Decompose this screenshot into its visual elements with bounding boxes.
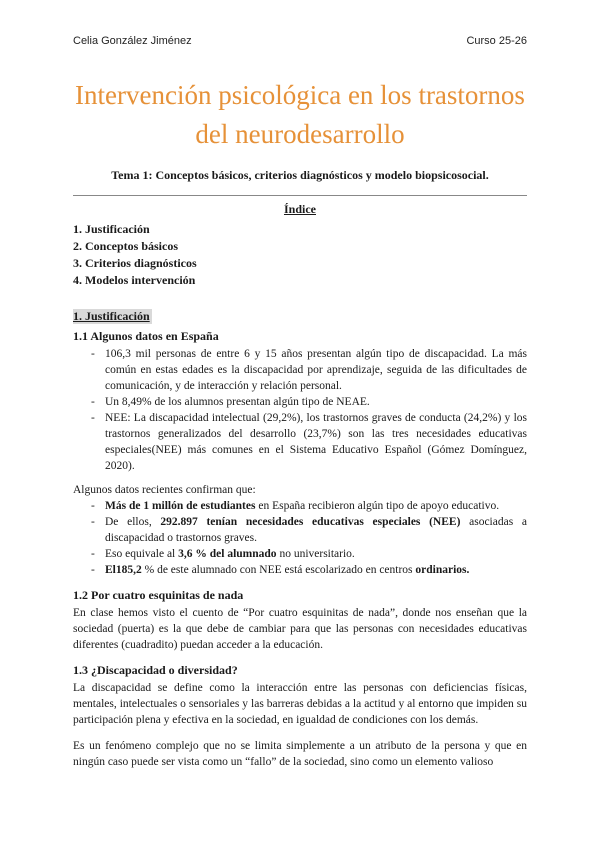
index-title: Índice (283, 202, 316, 216)
bold-text: 292.897 tenían necesidades educativas especiales (NEE) (160, 516, 461, 528)
list-item: - Un 8,49% de los alumnos presentan algún tipo de NEAE. (91, 394, 527, 410)
subsection-heading: 1.3 ¿Discapacidad o diversidad? (73, 663, 238, 677)
document-subtitle: Tema 1: Conceptos básicos, criterios diagnósticos y modelo biopsicosocial. (111, 168, 489, 182)
bold-text: Más de 1 millón de estudiantes (105, 500, 256, 512)
paragraph: Es un fenómeno complejo que no se limita simplemente a un atributo de la persona y que en ningún caso puede ser vista como un “fallo” de la sociedad, sino como un elemento valioso (73, 740, 527, 768)
subsection-heading: 1.2 Por cuatro esquinitas de nada (73, 588, 244, 602)
bold-text: ordinarios. (415, 564, 470, 576)
subsection-heading: 1.1 Algunos datos en España (73, 329, 219, 343)
document-title: Intervención psicológica en los trastornos del neurodesarrollo (75, 80, 525, 149)
paragraph: La discapacidad se define como la interacción entre las personas con deficiencias físicas, mentales, intelectuales o sensoriales y las barreras debidas a la actitud y al entorno que impiden su participación plena y efectiva en la sociedad, en igualdad de condiciones con los demás. (73, 682, 527, 726)
text: asociadas a discapacidad o trastornos graves. (105, 516, 527, 544)
index-list (73, 221, 527, 289)
list-item (91, 514, 527, 546)
text: De ellos, (105, 516, 161, 528)
document-body (73, 76, 527, 770)
bullet-list (73, 346, 527, 474)
list-item: - 106,3 mil personas de entre 6 y 15 años presentan algún tipo de discapacidad. La más común en estas edades es la discapacidad por aprendizaje, seguida de las dificultades de comunicación, y de interacción y relación personal. (91, 346, 527, 394)
bullet-list (73, 498, 527, 578)
course-label: Curso 25-26 (466, 35, 527, 47)
index-item: 1. Justificación (73, 222, 150, 236)
divider (73, 195, 527, 196)
author-name: Celia González Jiménez (73, 35, 192, 47)
page-header (73, 35, 527, 47)
paragraph: Algunos datos recientes confirman que: (73, 484, 256, 496)
text: % de este alumnado con NEE está escolarizado en centros (141, 564, 416, 576)
list-item (91, 562, 527, 578)
bold-text: 3,6 % del alumnado (178, 548, 277, 560)
index-item: 3. Criterios diagnósticos (73, 256, 197, 270)
list-item (91, 498, 527, 514)
paragraph: En clase hemos visto el cuento de “Por cuatro esquinitas de nada”, donde nos enseñan que la sociedad (puerta) es la que debe de cambiar para que las personas con necesidades educativas diferentes (cuadradito) puedan acceder a la educación. (73, 607, 527, 651)
text: en España recibieron algún tipo de apoyo educativo. (255, 500, 500, 512)
text: Eso equivale al (105, 548, 179, 560)
text: no universitario. (276, 548, 355, 560)
index-item: 2. Conceptos básicos (73, 239, 179, 253)
bold-text: El185,2 (105, 564, 142, 576)
index-item: 4. Modelos intervención (73, 273, 196, 287)
section-heading-justificacion: 1. Justificación (73, 309, 150, 323)
list-item: - NEE: La discapacidad intelectual (29,2%), los trastornos graves de conducta (24,2%) y los trastornos generalizados del desarrollo (23,7%) son las tres necesidades educativas especiales(NEE) más comunes en el Sistema Educativo Español (Gómez Domínguez, 2020). (91, 410, 527, 474)
list-item (91, 546, 527, 562)
